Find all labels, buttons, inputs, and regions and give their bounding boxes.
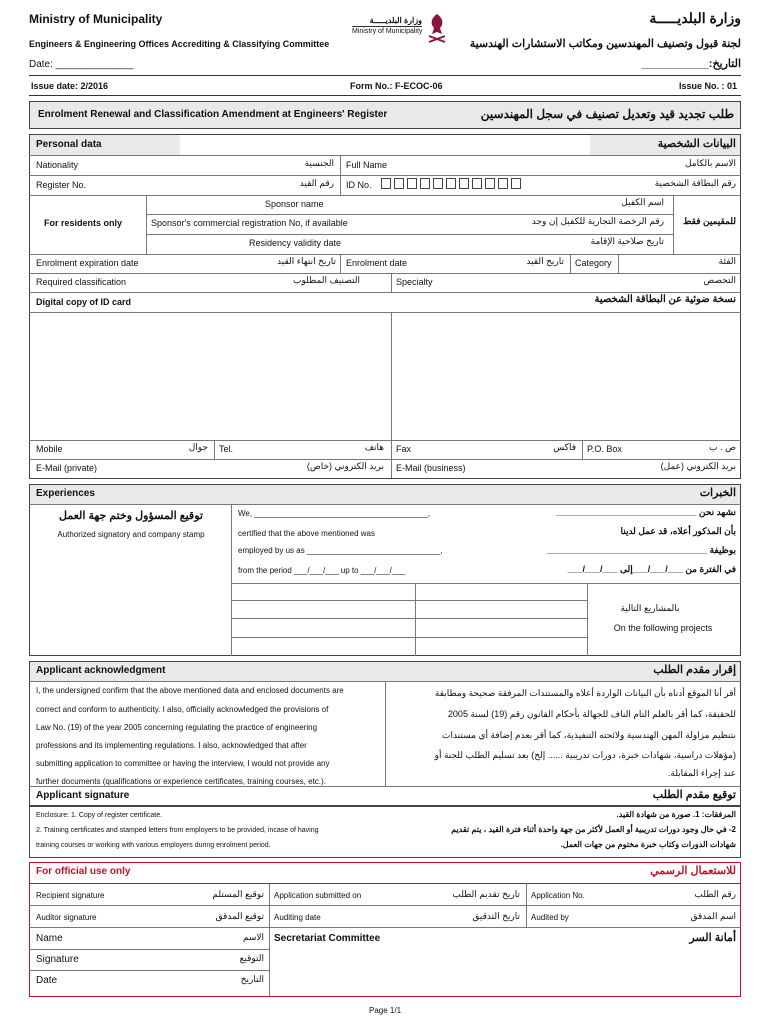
full-name-label-ar: الاسم بالكامل [684, 158, 736, 168]
category-label-ar: الفئة [718, 256, 736, 266]
experiences-heading-ar: الخبرات [699, 487, 736, 499]
sponsor-cr-label-ar: رقم الرخصة التجارية للكفيل إن وجد [531, 216, 664, 226]
issue-bar [29, 75, 741, 96]
date-label-ar: التاريخ:___________ [641, 58, 741, 70]
auditor-signature-label: Auditor signature [36, 913, 97, 922]
id-digit-box[interactable] [498, 178, 508, 189]
period-line-ar[interactable]: في الفترة من ___/___/___إلى ___/___/___ [567, 564, 736, 574]
residency-validity-label-ar: تاريخ صلاحية الإقامة [590, 236, 664, 246]
enrolment-date-label-ar: تاريخ القيد [526, 256, 564, 266]
employed-line-ar[interactable]: بوظيفة ________________________________ [546, 545, 736, 555]
ministry-logo [350, 12, 450, 48]
id-digit-box[interactable] [472, 178, 482, 189]
audited-by-label: Audited by [531, 913, 569, 922]
certified-line-en: certified that the above mentioned was [238, 529, 375, 538]
ack-line-en: correct and conform to authenticity. I also, officially acknowledged the provisions of [36, 705, 329, 714]
po-box-label-ar: ص . ب [709, 442, 736, 452]
issue-number: Issue No. : 01 [678, 81, 737, 91]
id-no-label-ar: رقم البطاقة الشخصية [654, 178, 736, 188]
nationality-label-ar: الجنسية [304, 158, 334, 168]
tel-label-ar: هاتف [364, 442, 384, 452]
id-front-upload-area[interactable] [30, 313, 390, 439]
company-sign-label-en: Authorized signatory and company stamp [57, 530, 205, 539]
sponsor-name-label-ar: اسم الكفيل [621, 197, 664, 207]
enrolment-expiry-label: Enrolment expiration date [36, 258, 139, 268]
applicant-signature-label-ar: توقيع مقدم الطلب [652, 789, 736, 801]
email-private-label-ar: بريد الكتروني (خاص) [306, 461, 384, 471]
page-number: Page 1/1 [368, 1006, 402, 1015]
logo-text-en: Ministry of Municipality [352, 28, 423, 35]
committee-name-ar: لجنة قبول وتصنيف المهندسين ومكاتب الاستشارات الهندسية [469, 38, 741, 50]
id-digit-box[interactable] [407, 178, 417, 189]
enclosure-en-2: 2. Training certificates and stamped letters from employers to be provided, incase of having [36, 827, 319, 834]
po-box-label: P.O. Box [587, 444, 622, 454]
acknowledgment-heading-en: Applicant acknowledgment [36, 665, 166, 676]
date-label-en: Date: ______________ [29, 59, 134, 70]
id-no-label: ID No. [346, 180, 372, 190]
residents-only-label: For residents only [44, 218, 123, 228]
ack-line-en: submitting application to committee or having the interview, I would not provide any [36, 759, 330, 768]
id-digit-box[interactable] [446, 178, 456, 189]
ack-line-ar: (مؤهلات دراسية، شهادات خبرة، دورات تدريبية ...... إلخ) بعد تسليم الطلب للجنة أو [434, 750, 736, 760]
email-business-label-ar: بريد الكتروني (عمل) [660, 461, 736, 471]
official-use-heading-ar: للاستعمال الرسمي [650, 865, 736, 877]
id-digit-box[interactable] [511, 178, 521, 189]
form-title [29, 101, 741, 129]
category-label: Category [575, 258, 612, 268]
certified-line-ar: بأن المذكور أعلاه، قد عمل لدينا [620, 526, 736, 536]
application-no-label-ar: رقم الطلب [694, 889, 736, 899]
secretariat-signature-area[interactable] [270, 950, 740, 996]
employed-line-en[interactable]: employed by us as ______________________________, [238, 546, 443, 555]
experiences-heading-en: Experiences [36, 488, 95, 499]
specialty-label-ar: التخصص [703, 275, 736, 285]
ack-line-ar: أقر أنا الموقع أدناه بأن البيانات الواردة أعلاه والمستندات المرفقة صحيحة ومطابقة [434, 688, 736, 698]
applicant-signature-field[interactable] [180, 788, 580, 804]
enclosure-ar-2: 2- في حال وجود دورات تدريبية أو العمل لأكثر من جهة واحدة أثناء فترة القيد ، يتم تقديم [451, 825, 736, 834]
ack-line-ar: بتنظيم مزاولة المهن الهندسية ولائحته التنفيذية، كما أقر بعدم إضافة أي مستندات [441, 730, 736, 740]
form-title-ar: طلب تجديد قيد وتعديل تصنيف في سجل المهندسين [480, 107, 734, 121]
specialty-label: Specialty [396, 277, 433, 287]
signature-label: Signature [36, 954, 79, 965]
company-sign-label-ar: توقيع المسؤول وختم جهة العمل [59, 510, 203, 522]
issue-date: Issue date: 2/2016 [31, 81, 109, 91]
email-business-label: E-Mail (business) [396, 463, 466, 473]
id-digit-box[interactable] [433, 178, 443, 189]
application-no-label: Application No. [531, 891, 585, 900]
date-label: Date [36, 975, 58, 986]
name-label: Name [36, 933, 63, 944]
sponsor-name-label: Sponsor name [265, 199, 324, 209]
digital-copy-label-ar: نسخة ضوئية عن البطاقة الشخصية [594, 294, 736, 305]
register-no-label-ar: رقم القيد [299, 178, 334, 188]
sponsor-cr-label: Sponsor's commercial registration No, if available [151, 218, 348, 228]
enclosure-ar-3: شهادات الدورات وكتاب خبرة مختوم من جهات العمل. [560, 840, 736, 849]
ack-line-ar: للحقيقة، كما أقر بالعلم التام الناف للجهالة بأحكام القانون رقم (19) لسنة 2005 [447, 709, 736, 719]
logo-text-ar: وزارة البلديـــــة [369, 16, 422, 25]
ack-line-en: professions and its implementing regulations. I also, acknowledged that after [36, 741, 307, 750]
ack-line-en: Law No. (19) of the year 2005 concerning regulating the practice of engineering [36, 723, 318, 732]
personal-heading-ar: البيانات الشخصية [657, 138, 736, 150]
secretariat-committee-label: Secretariat Committee [274, 933, 381, 944]
ack-line-en: further documents (qualifications or experience certificates, training courses, etc.). [36, 777, 326, 786]
period-line-en[interactable]: from the period ___/___/___ up to ___/___/___ [238, 566, 406, 575]
id-digit-box[interactable] [459, 178, 469, 189]
we-line-ar[interactable]: نشهد نحن ____________________________ [556, 507, 736, 517]
id-digit-box[interactable] [381, 178, 391, 189]
name-label-ar: الاسم [242, 932, 264, 942]
enclosure-en-3: training courses or working with various employers during enrolment period. [36, 842, 271, 849]
id-digit-box[interactable] [420, 178, 430, 189]
we-line-en[interactable]: We, _______________________________________, [238, 509, 431, 518]
recipient-signature-label-ar: توقيع المستلم [212, 889, 264, 899]
projects-label-en: On the following projects [613, 623, 713, 633]
projects-label-ar: بالمشاريع التالية [620, 603, 680, 613]
required-classification-label-ar: التصنيف المطلوب [293, 275, 360, 285]
form-title-en: Enrolment Renewal and Classification Amendment at Engineers' Register [38, 109, 388, 120]
fax-label-ar: فاكس [553, 442, 576, 452]
personal-heading-en: Personal data [36, 139, 102, 150]
nationality-label: Nationality [36, 160, 79, 170]
enclosure-en-1: Enclosure: 1. Copy of register certificate. [36, 812, 163, 819]
mobile-label: Mobile [36, 444, 63, 454]
residents-only-label-ar: للمقيمين فقط [683, 216, 736, 226]
fax-label: Fax [396, 444, 412, 454]
auditing-date-label-ar: تاريخ التدقيق [472, 911, 520, 921]
recipient-signature-label: Recipient signature [36, 891, 105, 900]
applicant-signature-label: Applicant signature [36, 790, 130, 801]
email-private-label: E-Mail (private) [36, 463, 98, 473]
emblem-icon [426, 12, 448, 46]
application-submitted-label-ar: تاريخ تقديم الطلب [452, 889, 520, 899]
enrolment-expiry-label-ar: تاريخ انتهاء القيد [277, 256, 336, 266]
auditor-signature-label-ar: توقيع المدقق [215, 911, 264, 921]
ack-line-ar: عند إجراء المقابلة. [667, 768, 736, 778]
ministry-name-ar: وزارة البلديـــــة [649, 10, 741, 26]
auditing-date-label: Auditing date [274, 913, 321, 922]
enclosure-ar-1: المرفقات: 1. صورة من شهادة القيد. [616, 810, 736, 819]
id-digit-box[interactable] [485, 178, 495, 189]
enrolment-date-label: Enrolment date [346, 258, 408, 268]
residency-validity-label: Residency validity date [249, 238, 342, 248]
committee-name-en: Engineers & Engineering Offices Accrediting & Classifying Committee [29, 39, 330, 49]
audited-by-label-ar: اسم المدقق [690, 911, 736, 921]
full-name-label: Full Name [346, 160, 388, 170]
tel-label: Tel. [219, 444, 234, 454]
application-submitted-label: Application submitted on [274, 891, 362, 900]
id-back-upload-area[interactable] [392, 313, 740, 439]
signature-label-ar: التوقيع [239, 953, 264, 963]
ministry-name-en: Ministry of Municipality [29, 12, 163, 26]
register-no-label: Register No. [36, 180, 87, 190]
projects-table[interactable] [232, 584, 586, 655]
digital-copy-label: Digital copy of ID card [36, 297, 132, 307]
date-label-ar: التاريخ [240, 974, 264, 984]
id-digit-box[interactable] [394, 178, 404, 189]
mobile-label-ar: جوال [188, 442, 208, 452]
required-classification-label: Required classification [36, 277, 127, 287]
secretariat-committee-label-ar: أمانة السر [689, 932, 736, 944]
official-use-heading-en: For official use only [36, 866, 131, 877]
ack-line-en: I, the undersigned confirm that the above mentioned data and enclosed documents are [36, 686, 344, 695]
form-number: Form No.: F-ECOC-06 [350, 81, 443, 91]
acknowledgment-heading-ar: إقرار مقدم الطلب [653, 664, 736, 676]
